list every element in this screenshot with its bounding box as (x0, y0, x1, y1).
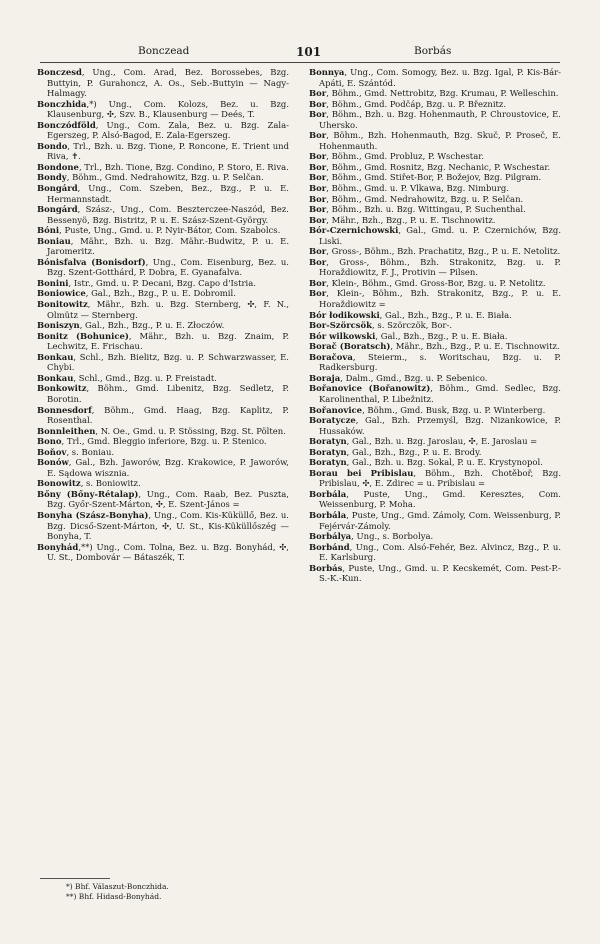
gazetteer-entry: Bonnya, Ung., Com. Somogy, Bez. u. Bzg. Igal, P. Kis-Bár-Apáti, E. Szántód. (309, 67, 561, 88)
gazetteer-entry: Bor, Mähr., Bzh., Bzg., P. u. E. Tischnowitz. (309, 214, 496, 225)
entry-headword: Bor (309, 193, 327, 204)
entry-headword: Bor (309, 98, 327, 109)
entry-headword: Bor (309, 246, 327, 257)
gazetteer-entry: Bongárd, Ung., Com. Szeben, Bez., Bzg., P. u. E. Hermannstadt. (37, 183, 289, 204)
gazetteer-entry: Bor, Böhm., Gmd. Stiřet-Bor, P. Božejov, Bzg. Pilgram. (309, 172, 542, 183)
gazetteer-entry: Bonyhád,**) Ung., Com. Tolna, Bez. u. Bzg. Bonyhád, ✣, U. St., Dombovár — Bátaszék, T. (37, 541, 289, 563)
entry-headword: Bőny (Bőny-Rétalap) (37, 488, 139, 499)
entry-headword: Bor (309, 151, 327, 162)
entry-headword: Boratyn (309, 436, 347, 447)
entry-headword: Bonnesdorf (37, 404, 92, 415)
gazetteer-entry: Bónisfalva (Bonisdorf), Ung., Com. Eisenburg, Bez. u. Bzg. Szent-Gotthárd, P. Dobra, E. Gyanafalva. (37, 256, 289, 278)
gazetteer-entry: Boňov, s. Boniau. (37, 446, 115, 457)
gazetteer-entry: Boniszyn, Gal., Bzh., Bzg., P. u. E. Złoczów. (37, 320, 225, 331)
left-column (37, 67, 289, 563)
entry-headword: Bonkau (37, 372, 74, 383)
gazetteer-entry: Bor, Böhm., Gmd. Podčáp, Bzg. u. P. Březnitz. (309, 98, 507, 109)
gazetteer-entry: Bonkau, Schl., Gmd., Bzg. u. P. Freistadt. (37, 372, 217, 383)
gazetteer-entry: Boniowice, Gal., Bzh., Bzg., P. u. E. Dobromil. (37, 288, 236, 299)
gazetteer-entry: Bonkowitz, Böhm., Gmd. Libenitz, Bzg. Sedletz, P. Borotin. (37, 383, 289, 404)
gazetteer-entry: Bor, Böhm., Bzh. u. Bzg. Wittingau, P. Suchenthal. (309, 204, 526, 215)
gazetteer-entry: Bonczódföld, Ung., Com. Zala, Bez. u. Bzg. Zala-Egerszeg, P. Alsó-Bagod, E. Zala-Egerszeg. (37, 119, 289, 141)
entry-headword: Bongárd (37, 183, 78, 194)
gazetteer-entry: Bonczesd, Ung., Com. Arad, Bez. Borossebes, Bzg. Buttyin, P. Gurahoncz, A. Os., Seb.-Buttyin — Nagy-Halmagy. (37, 67, 289, 99)
gazetteer-entry: Borbálya, Ung., s. Borbolya. (309, 531, 434, 542)
entry-headword: Bór łodikowski (309, 309, 380, 320)
gazetteer-entry: Borau bei Pribislau, Böhm., Bzh. Chotěboř, Bzg. Pribislau, ✣, E. Zdirec = u. Pribislau = (309, 467, 561, 489)
entry-headword: Bonitz (Bohunice) (37, 330, 129, 341)
gazetteer-entry: Bor, Böhm., Gmd. Nettrobitz, Bzg. Krumau, P. Welleschin. (309, 88, 559, 99)
gazetteer-entry: Bor, Böhm., Gmd. Rosnitz, Bzg. Nechanic, P. Wschestar. (309, 161, 551, 172)
entry-headword: Boračova (309, 351, 353, 362)
entry-headword: Bor (309, 256, 327, 267)
gazetteer-entry: Bóni, Puste, Ung., Gmd. u. P. Nyir-Bátor, Com. Szabolcs. (37, 225, 281, 236)
gazetteer-entry: Bor, Böhm., Gmd. u. P. Vlkawa, Bzg. Nimburg. (309, 183, 509, 194)
gazetteer-entry: Bondy, Böhm., Gmd. Nedrahowitz, Bzg. u. P. Selčan. (37, 172, 264, 183)
entry-headword: Boniowice (37, 288, 86, 299)
entry-headword: Bonczódföld (37, 119, 96, 130)
header-rule (40, 62, 560, 63)
entry-headword: Bóni (37, 225, 60, 236)
gazetteer-entry: Bonitowitz, Mähr., Bzh. u. Bzg. Sternberg, ✣, F. N., Olmütz — Sternberg. (37, 299, 289, 320)
gazetteer-entry: Bonnesdorf, Böhm., Gmd. Haag, Bzg. Kaplitz, P. Rosenthal. (37, 404, 289, 426)
entry-headword: Bor (309, 277, 327, 288)
gazetteer-entry: Bonów, Gal., Bzh. Jaworów, Bzg. Krakowice, P. Jaworów, E. Sądowa wisznia. (37, 457, 289, 478)
gazetteer-entry: Borač (Boratsch), Mähr., Bzh., Bzg., P. u. E. Tischnowitz. (309, 341, 560, 352)
entry-headword: Bonczesd (37, 67, 82, 77)
entry-headword: Bořanovice (Bořanowitz) (309, 383, 431, 394)
gazetteer-entry: Bondone, Trl., Bzh. Tione, Bzg. Condino, P. Storo, E. Riva. (37, 161, 289, 172)
gazetteer-entry: Bondo, Trl., Bzh. u. Bzg. Tione, P. Roncone, E. Trient und Riva, ✝. (37, 140, 289, 162)
running-header (38, 45, 558, 61)
gazetteer-entry: Boraja, Dalm., Gmd., Bzg. u. P. Sebenico. (309, 372, 488, 383)
entry-headword: Bonini (37, 277, 69, 288)
gazetteer-entry: Bór wilkowski, Gal., Bzh., Bzg., P. u. E. Biała. (309, 330, 508, 341)
gazetteer-entry: Borbála, Puste, Ung., Gmd. Keresztes, Com. Weissenburg, P. Moha. (309, 488, 561, 510)
entry-headword: Bonczhida (37, 98, 87, 109)
gazetteer-entry: Boniau, Mähr., Bzh. u. Bzg. Mähr.-Budwitz, P. u. E. Jaromeritz. (37, 235, 289, 257)
gazetteer-entry: Bór-Czernichowski, Gal., Gmd. u. P. Czernichów, Bzg. Liski. (309, 225, 561, 246)
gazetteer-entry: Bonyha (Szász-Bonyha), Ung., Com. Kis-Küküllő, Bez. u. Bzg. Dicső-Szent-Márton, ✣, U. St., Kis-Küküllőszég — Bonyha, T. (37, 509, 289, 542)
entry-headword: Bor (309, 204, 327, 215)
header-last-entry: Borbás (414, 45, 452, 57)
right-column (309, 67, 561, 584)
gazetteer-entry: Bonowitz, s. Boniowitz. (37, 478, 141, 489)
entry-headword: Bor (309, 288, 327, 299)
gazetteer-entry: Boračova, Steierm., s. Woritschau, Bzg. u. P. Radkersburg. (309, 351, 561, 373)
entry-headword: Borbála (309, 509, 347, 520)
entry-headword: Bonnya (309, 67, 345, 77)
gazetteer-entry: Bongárd, Szász-, Ung., Com. Beszterczee-Naszód, Bez. Bessenyö, Bzg. Bistritz, P. u. E. Szász-Szent-György. (37, 204, 289, 225)
gazetteer-entry: Bor, Gross-, Böhm., Bzh. Strakonitz, Bzg. u. P. Horaždiowitz, F. J., Protivin — Pilsen. (309, 256, 561, 278)
gazetteer-entry: Bořanovice (Bořanowitz), Böhm., Gmd. Sedlec, Bzg. Karolinenthal, P. Libežnitz. (309, 383, 561, 404)
gazetteer-entry: Bonnleithen, N. Oe., Gmd. u. P. Stössing, Bzg. St. Pölten. (37, 425, 286, 436)
entry-headword: Bono (37, 436, 62, 447)
entry-headword: Bor (309, 130, 327, 141)
entry-headword: Bonowitz (37, 478, 81, 489)
entry-headword: Bondo (37, 140, 68, 151)
gazetteer-entry: Borbánd, Ung., Com. Alsó-Fehér, Bez. Alvincz, Bzg., P. u. E. Karlsburg. (309, 541, 561, 563)
entry-headword: Borbánd (309, 541, 350, 552)
gazetteer-entry: Bór łodikowski, Gal., Bzh., Bzg., P. u. E. Biała. (309, 309, 512, 320)
footnote: **) Bhf. Hidasd-Bonyhád. (66, 892, 162, 901)
entry-headword: Bónisfalva (Bonisdorf) (37, 256, 146, 267)
entry-headword: Bór-Czernichowski (309, 225, 399, 236)
entry-headword: Boratyn (309, 446, 347, 457)
entry-headword: Bongárd (37, 204, 78, 215)
footnotes (66, 882, 306, 902)
gazetteer-entry: Bor, Böhm., Bzh. Hohenmauth, Bzg. Skuč, P. Proseč, E. Hohenmauth. (309, 130, 561, 151)
entry-headword: Bonkau (37, 351, 74, 362)
gazetteer-entry: Bonitz (Bohunice), Mähr., Bzh. u. Bzg. Znaim, P. Lechwitz, E. Frischau. (37, 330, 289, 352)
gazetteer-entry: Bonini, Istr., Gmd. u. P. Decani, Bzg. Capo d'Istria. (37, 277, 256, 288)
gazetteer-entry: Bor, Böhm., Bzh. u. Bzg. Hohenmauth, P. Chroustovice, E. Uhersko. (309, 109, 561, 130)
gazetteer-entry: Bor, Klein-, Böhm., Bzh. Strakonitz, Bzg., P. u. E. Horaždiowitz = (309, 288, 561, 310)
gazetteer-entry: Boratyn, Gal., Bzh. u. Bzg. Jaroslau, ✣, E. Jaroslau = (309, 436, 538, 447)
entry-headword: Bonów (37, 457, 69, 468)
gazetteer-entry: Bono, Trl., Gmd. Bleggio inferiore, Bzg. u. P. Stenico. (37, 436, 267, 447)
footnote-rule (40, 878, 110, 879)
gazetteer-entry: Borbás, Puste, Ung., Gmd. u. P. Kecskemét, Com. Pest-P.-S.-K.-Kun. (309, 562, 561, 584)
entry-headword: Boratyn (309, 457, 347, 468)
gazetteer-entry: Bor, Böhm., Gmd. Probluz, P. Wschestar. (309, 151, 485, 162)
entry-headword: Boňov (37, 446, 67, 457)
entry-headword: Bor (309, 183, 327, 194)
entry-headword: Bor (309, 214, 327, 225)
entry-headword: Bor (309, 88, 327, 99)
entry-headword: Bor (309, 109, 327, 120)
page-number: 101 (296, 45, 322, 59)
entry-headword: Bonyhád (37, 541, 79, 552)
entry-headword: Bonkowitz (37, 383, 87, 394)
gazetteer-entry: Bor, Klein-, Böhm., Gmd. Gross-Bor, Bzg. u. P. Netolitz. (309, 277, 546, 288)
entry-headword: Boratycze (309, 415, 356, 426)
entry-headword: Borau bei Pribislau (309, 467, 414, 478)
entry-headword: Bor (309, 172, 327, 183)
gazetteer-entry: Bor, Böhm., Gmd. Nedrahowitz, Bzg. u. P. Selčan. (309, 193, 524, 204)
gazetteer-entry: Boratyn, Gal., Bzh., Bzg., P. u. E. Brody. (309, 446, 482, 457)
gazetteer-entry: Bonczhida,*) Ung., Com. Kolozs, Bez. u. Bzg. Klausenburg, ✣, Szv. B., Klausenburg — Deés, T. (37, 98, 289, 120)
gazetteer-entry: Boratyn, Gal., Bzh. u. Bzg. Sokal, P. u. E. Krystynopol. (309, 457, 543, 468)
footnote: *) Bhf. Válaszut-Bonczhida. (66, 882, 169, 891)
gazetteer-entry: Bor-Szörcsök, s. Szörczök, Bor-. (309, 320, 453, 331)
entry-headword: Borbálya (309, 531, 352, 542)
entry-headword: Borbás (309, 562, 343, 573)
entry-headword: Bonitowitz (37, 299, 88, 310)
entry-headword: Boniau (37, 235, 71, 246)
gazetteer-entry: Bořanovice, Böhm., Gmd. Busk, Bzg. u. P. Winterberg. (309, 404, 546, 415)
entry-headword: Boniszyn (37, 320, 80, 331)
gazetteer-entry: Bonkau, Schl., Bzh. Bielitz, Bzg. u. P. Schwarzwasser, E. Chybi. (37, 351, 289, 373)
entry-headword: Bonnleithen (37, 425, 96, 436)
entry-headword: Bondone (37, 161, 79, 172)
gazetteer-entry: Bor, Gross-, Böhm., Bzh. Prachatitz, Bzg., P. u. E. Netolitz. (309, 246, 561, 257)
gazetteer-entry: Bőny (Bőny-Rétalap), Ung., Com. Raab, Bez. Puszta, Bzg. Győr-Szent-Márton, ✣, E. Szent-János = (37, 488, 289, 510)
entry-headword: Bór wilkowski (309, 330, 376, 341)
entry-headword: Borač (Boratsch) (309, 341, 391, 352)
gazetteer-entry: Boratycze, Gal., Bzh. Przemyśl, Bzg. Nizankowice, P. Hussaków. (309, 415, 561, 436)
header-first-entry: Bonczead (138, 45, 190, 57)
entry-headword: Bořanovice (309, 404, 363, 415)
entry-headword: Bor-Szörcsök (309, 320, 373, 331)
entry-headword: Boraja (309, 372, 341, 383)
gazetteer-entry: Borbála, Puste, Ung., Gmd. Zámoly, Com. Weissenburg, P. Fejérvár-Zámoly. (309, 509, 561, 531)
entry-headword: Bor (309, 161, 327, 172)
entry-headword: Borbála (309, 488, 347, 499)
entry-headword: Bondy (37, 172, 67, 183)
entry-headword: Bonyha (Szász-Bonyha) (37, 509, 149, 520)
